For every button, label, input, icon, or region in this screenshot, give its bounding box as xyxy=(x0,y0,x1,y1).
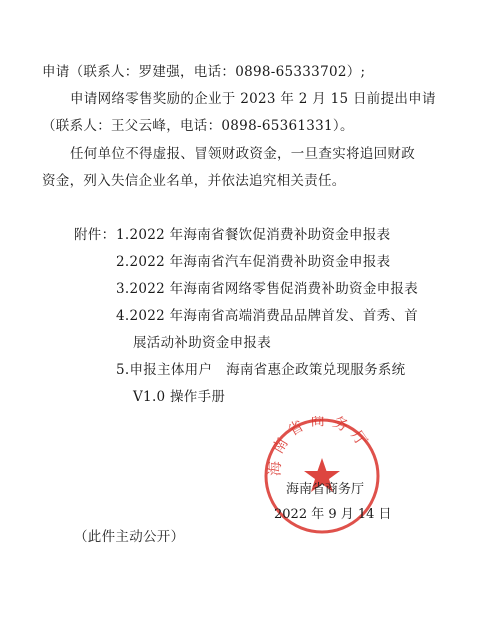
svg-text:海南省商务厅: 海南省商务厅 xyxy=(265,416,375,477)
attachments-label: 附件： xyxy=(74,227,116,243)
paragraph-line: 资金，列入失信企业名单，并依法追究相关责任。 xyxy=(42,173,346,189)
issue-date: 2022 年 9 月 14 日 xyxy=(274,507,392,522)
paragraph-line: 任何单位不得虚报、冒领财政资金，一旦查实将追回财政 xyxy=(70,146,415,162)
disclosure-note: （此件主动公开） xyxy=(74,529,185,545)
paragraph-line: 申请（联系人：罗建强，电话：0898-65333702）; xyxy=(42,64,366,80)
attachment-item: 2.2022 年海南省汽车促消费补助资金申报表 xyxy=(116,254,391,270)
issuer-name: 海南省商务厅 xyxy=(286,482,365,497)
paragraph-line: （联系人：王父云峰，电话：0898-65361331）。 xyxy=(42,118,354,134)
attachment-item: 4.2022 年海南省高端消费品品牌首发、首秀、首 xyxy=(116,308,419,324)
attachment-item: 5.申报主体用户 海南省惠企政策兑现服务系统 xyxy=(116,362,406,378)
paragraph-line: 申请网络零售奖励的企业于 2023 年 2 月 15 日前提出申请 xyxy=(70,91,436,107)
attachment-item: V1.0 操作手册 xyxy=(133,389,226,405)
attachment-item: 3.2022 年海南省网络零售促消费补助资金申报表 xyxy=(116,281,419,297)
attachment-item: 展活动补助资金申报表 xyxy=(133,335,271,351)
attachment-item: 1.2022 年海南省餐饮促消费补助资金申报表 xyxy=(116,227,391,243)
